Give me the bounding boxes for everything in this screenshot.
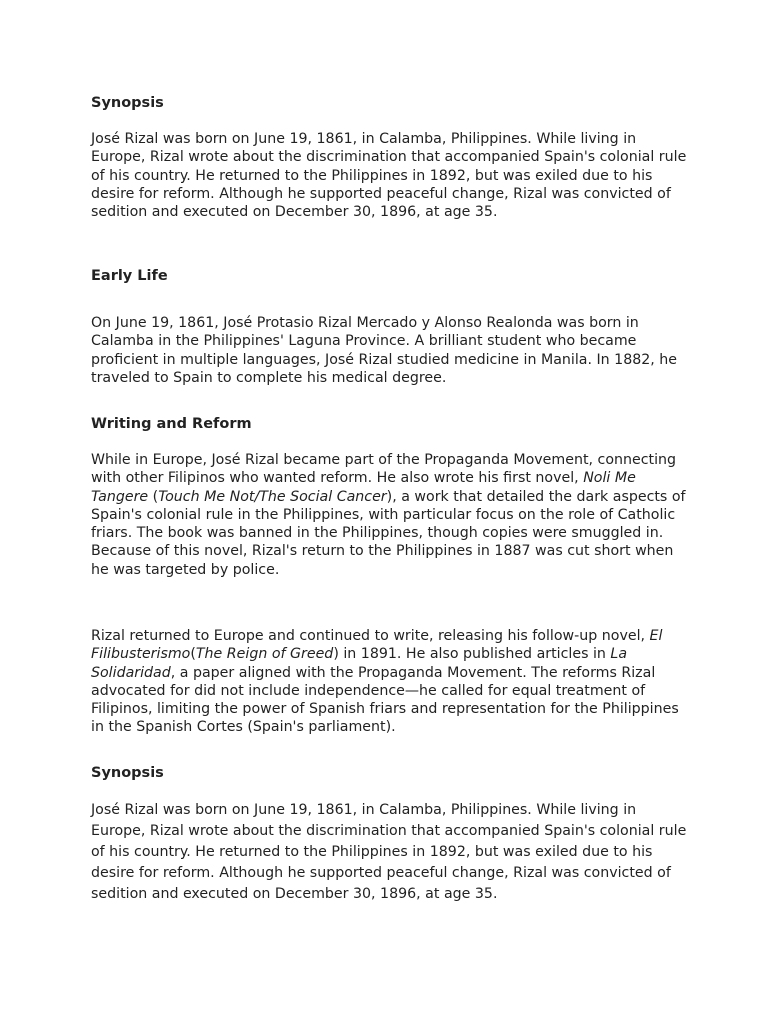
text-run: While in Europe, José Rizal became part of the Propaganda Movement, connecting with other Filipinos who wanted reform. He also wrote his first novel, [91,452,677,487]
text-run: ( [148,488,159,505]
section-heading-writing-and-reform: Writing and Reform [91,416,252,432]
novel-subtitle-fili: The Reign of Greed [195,646,334,663]
section-heading-synopsis: Synopsis [91,95,164,111]
synopsis-paragraph: José Rizal was born on June 19, 1861, in Calamba, Philippines. While living in Europe, Rizal wrote about the discrimination that accompanied Spain's colonial rule of his country. He returned to the Philippines in 1892, but was exiled due to his desire for reform. Although he supported peaceful change, Rizal was convicted of sedition and executed on December 30, 1896, at age 35. [91,131,687,221]
paper-title-solidaridad: La Solidaridad [91,646,628,681]
synopsis-paragraph-repeat: José Rizal was born on June 19, 1861, in Calamba, Philippines. While living in Europe, Rizal wrote about the discrimination that accompanied Spain's colonial rule of his country. He returned to the Philippines in 1892, but was exiled due to his desire for reform. Although he supported peaceful change, Rizal was convicted of sedition and executed on December 30, 1896, at age 35. [91,802,687,902]
text-run: ), a work that detailed the dark aspects of Spain's colonial rule in the Philippines, with particular focus on the role of Catholic friars. The book was banned in the Philippines, though copies were smuggled in. Because of this novel, Rizal's return to the Philippines in 1887 was cut short when he was targeted by police. [91,488,686,578]
text-run: ( [190,646,196,663]
novel-title-fili: El Filibusterismo [91,628,663,663]
writing-reform-paragraph-1 [91,451,691,579]
text-run: ) in 1891. He also published articles in [333,646,611,663]
writing-reform-paragraph-2 [91,627,691,737]
text-run: Rizal returned to Europe and continued to write, releasing his follow-up novel, [91,628,650,644]
novel-subtitle-noli: Touch Me Not/The Social Cancer [158,488,387,505]
novel-title-noli: Noli Me Tangere [91,470,636,505]
section-heading-synopsis-repeat: Synopsis [91,765,164,781]
early-life-paragraph: On June 19, 1861, José Protasio Rizal Mercado y Alonso Realonda was born in Calamba in the Philippines' Laguna Province. A brilliant student who became proficient in multiple languages, José Rizal studied medicine in Manila. In 1882, he traveled to Spain to complete his medical degree. [91,315,678,386]
text-run: , a paper aligned with the Propaganda Movement. The reforms Rizal advocated for did not include independence—he called for equal treatment of Filipinos, limiting the power of Spanish friars and representation for the Philippines in the Spanish Cortes (Spain's parliament). [91,664,679,736]
section-heading-early-life: Early Life [91,268,168,284]
